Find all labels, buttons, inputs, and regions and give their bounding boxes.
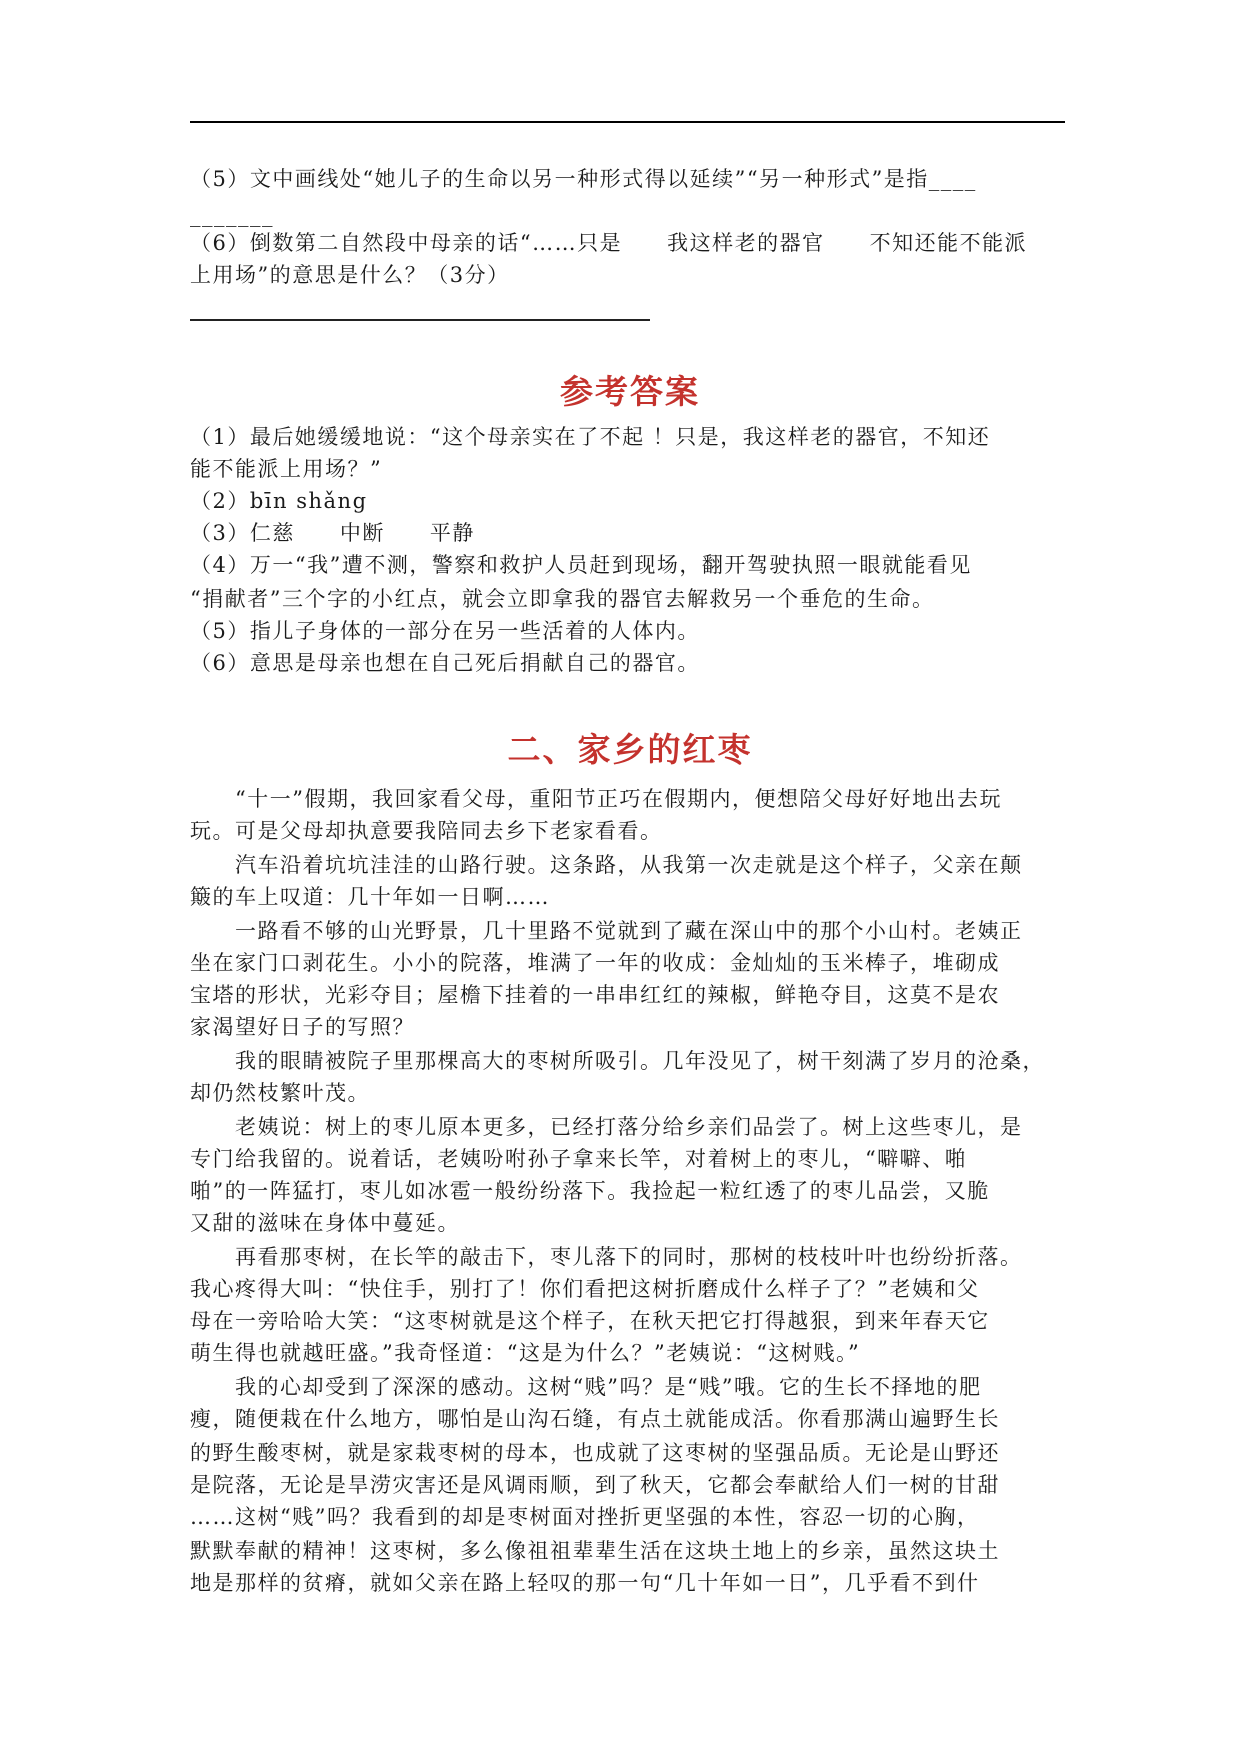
question-6-line-2: 上用场”的意思是什么？（3分） bbox=[190, 263, 510, 287]
answers-heading: 参考答案 bbox=[560, 372, 700, 411]
article-line: 萌生得也就越旺盛。”我奇怪道：“这是为什么？”老姨说：“这树贱。” bbox=[190, 1341, 861, 1365]
article-line: 再看那枣树，在长竿的敲击下，枣儿落下的同时，那树的枝枝叶叶也纷纷折落。 bbox=[190, 1245, 1023, 1269]
article-line: 玩。可是父母却执意要我陪同去乡下老家看看。 bbox=[190, 819, 663, 843]
answer-line: “捐献者”三个字的小红点，就会立即拿我的器官去解救另一个垂危的生命。 bbox=[190, 587, 935, 611]
question-6-line-1: （6）倒数第二自然段中母亲的话“……只是 我这样老的器官 不知还能不能派 bbox=[190, 231, 1028, 255]
article-line: ……这树“贱”吗？我看到的却是枣树面对挫折更坚强的本性，容忍一切的心胸， bbox=[190, 1505, 980, 1529]
article-line: 簸的车上叹道：几十年如一日啊…… bbox=[190, 885, 550, 909]
article-line: 啪”的一阵猛打，枣儿如冰雹一般纷纷落下。我捡起一粒红透了的枣儿品尝，又脆 bbox=[190, 1179, 990, 1203]
article-line: 却仍然枝繁叶茂。 bbox=[190, 1081, 370, 1105]
article-line: 宝塔的形状，光彩夺目；屋檐下挂着的一串串红红的辣椒，鲜艳夺目，这莫不是农 bbox=[190, 983, 1000, 1007]
article-line: 汽车沿着坑坑洼洼的山路行驶。这条路，从我第一次走就是这个样子，父亲在颠 bbox=[190, 853, 1023, 877]
answer-line: （1）最后她缓缓地说：“这个母亲实在了不起 ！只是，我这样老的器官，不知还 bbox=[190, 425, 991, 449]
answer-line: （3）仁慈 中断 平静 bbox=[190, 521, 475, 545]
article-line: 坐在家门口剥花生。小小的院落，堆满了一年的收成：金灿灿的玉米棒子，堆砌成 bbox=[190, 951, 1000, 975]
answer-line: （6）意思是母亲也想在自己死后捐献自己的器官。 bbox=[190, 651, 700, 675]
answer-blank-line bbox=[190, 319, 650, 321]
question-5-line-1: （5）文中画线处“她儿子的生命以另一种形式得以延续”“另一种形式”是指____ bbox=[190, 167, 977, 191]
article-line: 瘦，随便栽在什么地方，哪怕是山沟石缝，有点土就能成活。你看那满山遍野生长 bbox=[190, 1407, 1000, 1431]
article-line: 我心疼得大叫：“快住手，别打了！你们看把这树折磨成什么样子了？”老姨和父 bbox=[190, 1277, 980, 1301]
article-line: 母在一旁哈哈大笑：“这枣树就是这个样子，在秋天把它打得越狠，到来年春天它 bbox=[190, 1309, 990, 1333]
article-line: 我的心却受到了深深的感动。这树“贱”吗？是“贱”哦。它的生长不择地的肥 bbox=[190, 1375, 982, 1399]
top-rule bbox=[190, 121, 1065, 123]
answer-line: （2）bīn shǎng bbox=[190, 489, 368, 513]
article-line: 默默奉献的精神！这枣树，多么像祖祖辈辈生活在这块土地上的乡亲，虽然这块土 bbox=[190, 1539, 1000, 1563]
article-line: 是院落，无论是旱涝灾害还是风调雨顺，到了秋天，它都会奉献给人们一树的甘甜 bbox=[190, 1473, 1000, 1497]
article-line: 家渴望好日子的写照？ bbox=[190, 1015, 415, 1039]
answer-line: （4）万一“我”遭不测，警察和救护人员赶到现场，翻开驾驶执照一眼就能看见 bbox=[190, 553, 972, 577]
answer-line: 能不能派上用场？” bbox=[190, 457, 383, 481]
article-line: 又甜的滋味在身体中蔓延。 bbox=[190, 1211, 460, 1235]
article-line: 地是那样的贫瘠，就如父亲在路上轻叹的那一句“几十年如一日”，几乎看不到什 bbox=[190, 1571, 980, 1595]
article-line: 专门给我留的。说着话，老姨吩咐孙子拿来长竿，对着树上的枣儿，“噼噼、啪 bbox=[190, 1147, 968, 1171]
question-5-line-2: _______ bbox=[190, 203, 274, 227]
article-line: “十一”假期，我回家看父母，重阳节正巧在假期内，便想陪父母好好地出去玩 bbox=[190, 787, 1002, 811]
answer-line: （5）指儿子身体的一部分在另一些活着的人体内。 bbox=[190, 619, 700, 643]
article-line: 我的眼睛被院子里那棵高大的枣树所吸引。几年没见了，树干刻满了岁月的沧桑， bbox=[190, 1049, 1045, 1073]
article-line: 的野生酸枣树，就是家栽枣树的母本，也成就了这枣树的坚强品质。无论是山野还 bbox=[190, 1441, 1000, 1465]
article-line: 老姨说：树上的枣儿原本更多，已经打落分给乡亲们品尝了。树上这些枣儿，是 bbox=[190, 1115, 1023, 1139]
article-heading: 二、家乡的红枣 bbox=[507, 730, 753, 769]
article-line: 一路看不够的山光野景，几十里路不觉就到了藏在深山中的那个小山村。老姨正 bbox=[190, 919, 1023, 943]
